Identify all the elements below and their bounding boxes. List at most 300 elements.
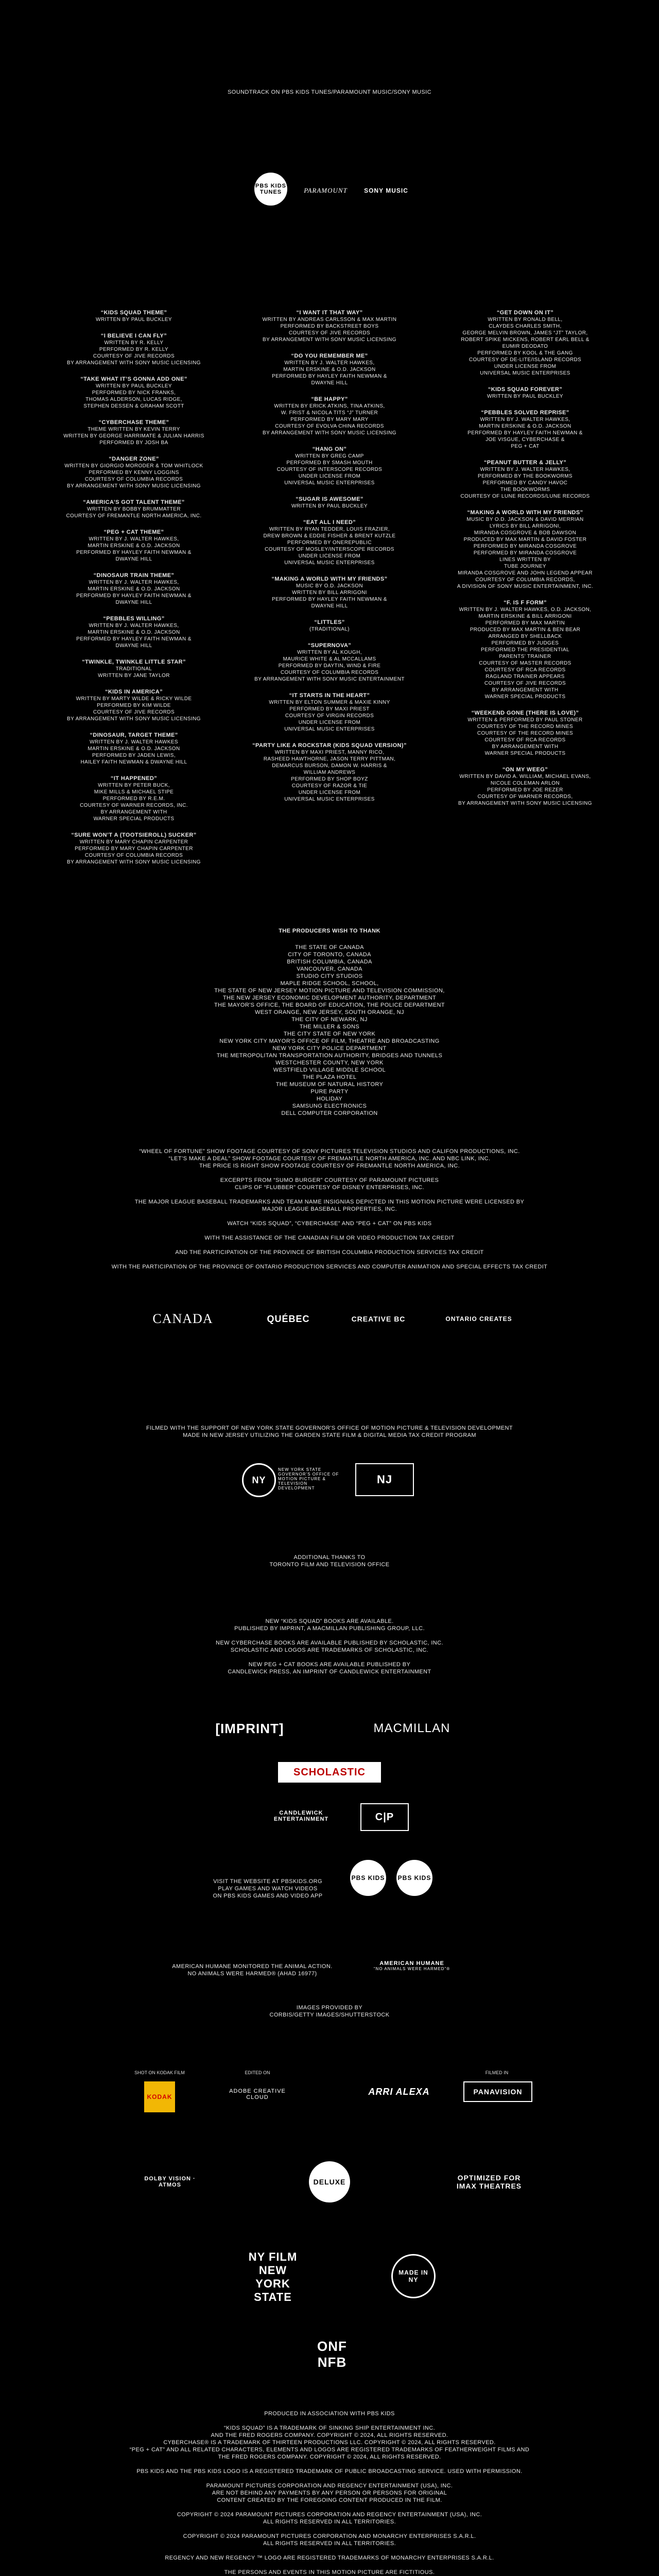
credit-line: WARNER SPECIAL PRODUCTS	[484, 694, 566, 700]
credit-line: WEST ORANGE, NEW JERSEY, SOUTH ORANGE, NJ	[255, 1009, 404, 1015]
credit-line: COURTESY OF RCA RECORDS	[484, 667, 566, 673]
credit-line: WRITTEN BY ANDREAS CARLSSON & MAX MARTIN	[262, 317, 397, 323]
credit-line: MARTIN ERSKINE & O.D. JACKSON	[88, 746, 180, 752]
credit-line: COPYRIGHT © 2024 PARAMOUNT PICTURES CORPORATION AND REGENCY ENTERTAINMENT (USA), INC.	[177, 2512, 482, 2518]
cp-logo-text: C|P	[375, 1811, 394, 1823]
credit-line: WRITTEN BY J. WALTER HAWKES,	[89, 580, 179, 585]
credit-line: MIRANDA COSGROVE AND JOHN LEGEND APPEAR	[458, 570, 593, 576]
credit-line: BY ARRANGEMENT WITH SONY MUSIC LICENSING	[458, 801, 592, 806]
sony-music-logo	[360, 178, 412, 204]
credit-line: PERFORMED BY MIRANDA COSGROVE	[473, 544, 577, 549]
credit-line: UNIVERSAL MUSIC ENTERPRISES	[284, 480, 375, 486]
paramount-logo	[301, 178, 350, 204]
credit-line: THOMAS ALDERSON, LUCAS RIDGE,	[85, 397, 182, 402]
credit-line: PERFORMED BY MARY CHAPIN CARPENTER	[75, 846, 193, 852]
song-credit	[252, 742, 407, 803]
credit-line: BY ARRANGEMENT WITH SONY MUSIC ENTERTAINMENT	[254, 676, 405, 682]
song-credit	[448, 386, 602, 400]
credit-line: CONTENT CREATED BY THE FOREGOING CONTENT PRODUCED IN THE FILM.	[217, 2497, 442, 2503]
credit-line: WRITTEN BY J. WALTER HAWKES,	[480, 467, 570, 472]
made-in-ny-logo	[391, 2254, 436, 2298]
credit-line: BY ARRANGEMENT WITH	[492, 744, 559, 750]
credit-line: DEMARCUS BURSON, DAMON W. HARRIS &	[272, 763, 387, 769]
credit-line: THE MAJOR LEAGUE BASEBALL TRADEMARKS AND TEAM NAME INSIGNIAS DEPICTED IN THIS MOTION PICTURE WERE LICENSED BY	[134, 1199, 525, 1205]
song-credit	[252, 496, 407, 510]
credit-line: COPYRIGHT © 2024 PARAMOUNT PICTURES CORPORATION AND MONARCHY ENTERPRISES S.A.R.L.	[183, 2533, 476, 2539]
song-credit	[252, 642, 407, 683]
credit-line: THE STATE OF NEW JERSEY MOTION PICTURE AND TELEVISION COMMISSION,	[214, 988, 445, 994]
songs-left-column	[57, 309, 211, 875]
credit-line: WRITTEN BY GREG CAMP	[295, 453, 364, 459]
credit-line: PERFORMED BY MIRANDA COSGROVE	[473, 550, 577, 556]
credit-line: COURTESY OF WARNER RECORDS,	[477, 794, 573, 800]
credit-line: CLIPS OF “FLUBBER” COURTESY OF DISNEY ENTERPRISES, INC.	[235, 1184, 424, 1191]
producers-thanks-list	[0, 944, 659, 1117]
credit-line: COURTESY OF JIVE RECORDS	[93, 353, 175, 359]
credit-line: COURTESY OF RAZOR & TIE	[291, 783, 368, 789]
credit-line: UNIVERSAL MUSIC ENTERPRISES	[284, 726, 375, 732]
arri-alexa-logo-text: ARRI ALEXA	[368, 2086, 430, 2097]
credit-line: MAPLE RIDGE SCHOOL, SCHOOL,	[280, 980, 379, 987]
credit-line: PERFORMED BY BACKSTREET BOYS	[280, 324, 379, 329]
credit-line: UNIVERSAL MUSIC ENTERPRISES	[284, 560, 375, 566]
credit-line: WRITTEN BY BILL ARRIGONI	[292, 590, 367, 596]
song-title: “CYBERCHASE THEME”	[98, 419, 169, 426]
song-title: “EAT ALL I NEED”	[303, 519, 356, 526]
credit-line: PARENTS’ TRAINER	[499, 654, 551, 659]
credit-line: MARTIN ERSKINE & BILL ARRIGONI	[478, 614, 572, 619]
quebec-logo	[257, 1298, 319, 1340]
credit-line: ARE NOT BEHIND ANY PAYMENTS BY ANY PERSON OR PERSONS FOR ORIGINAL	[212, 2490, 447, 2496]
credit-line: LYRICS BY BILL ARRIGONI,	[489, 523, 561, 529]
credit-line: TUBE JOURNEY	[504, 564, 547, 569]
song-credit	[448, 599, 602, 700]
panavision-logo	[463, 2081, 532, 2102]
credit-line: DELL COMPUTER CORPORATION	[281, 1110, 378, 1116]
credit-line: WRITTEN BY AL KOUGH,	[297, 650, 362, 655]
credit-line: UNDER LICENSE FROM	[494, 364, 557, 369]
song-credit	[448, 709, 602, 757]
ny-film-logo-text: NY FILM NEW YORK STATE	[248, 2250, 298, 2303]
credit-line: MUSIC BY O.D. JACKSON	[296, 583, 363, 589]
producers-thanks-heading: THE PRODUCERS WISH TO THANK	[279, 928, 380, 934]
credit-line: CORBIS/GETTY IMAGES/SHUTTERSTOCK	[269, 2012, 390, 2018]
credit-line: MADE IN NEW JERSEY UTILIZING THE GARDEN STATE FILM & DIGITAL MEDIA TAX CREDIT PROGRAM	[183, 1432, 476, 1438]
credit-line: COURTESY OF COLUMBIA RECORDS	[84, 853, 183, 858]
credit-line: PERFORMED BY CANDY HAVOC	[482, 480, 568, 486]
song-credit	[252, 575, 407, 609]
credit-line: PERFORMED BY R. KELLY	[99, 347, 169, 352]
onf-nfb-logo-text: ONF NFB	[317, 2338, 347, 2370]
imax-logo-text: OPTIMIZED FOR IMAX THEATRES	[456, 2174, 522, 2190]
song-title: “PEG + CAT THEME”	[103, 529, 164, 535]
credit-line: WRITTEN BY PAUL BUCKLEY	[96, 383, 172, 389]
song-title: “DANGER ZONE”	[109, 456, 159, 462]
credit-line: BY ARRANGEMENT WITH SONY MUSIC LICENSING	[67, 716, 201, 722]
creative-bc-logo	[350, 1298, 407, 1340]
credit-line: DREW BROWN & EDDIE FISHER & BRENT KUTZLE	[263, 533, 396, 539]
credit-line: WRITTEN BY J. WALTER HAWKES,	[89, 536, 179, 542]
song-credit	[57, 529, 211, 563]
credit-line: THE MUSEUM OF NATURAL HISTORY	[275, 1081, 384, 1088]
credit-line: HAILEY FAITH NEWMAN & DWAYNE HILL	[80, 759, 187, 765]
credit-line: IMAGES PROVIDED BY	[296, 2005, 363, 2011]
credit-line: WARNER SPECIAL PRODUCTS	[484, 751, 566, 756]
credit-line: AND THE PARTICIPATION OF THE PROVINCE OF BRITISH COLUMBIA PRODUCTION SERVICES TAX CREDIT	[175, 1249, 484, 1256]
american-humane-tagline: “NO ANIMALS WERE HARMED”®	[373, 1966, 450, 1971]
song-title: “DINOSAUR TRAIN THEME”	[93, 572, 175, 579]
song-credit	[252, 396, 407, 436]
song-title: “F. IS F FORM”	[504, 600, 547, 606]
song-title: “AMERICA’S GOT TALENT THEME”	[83, 499, 185, 505]
song-credit	[57, 832, 211, 866]
onf-nfb-logo	[304, 2329, 360, 2380]
song-title: “SUGAR IS AWESOME”	[296, 496, 363, 502]
canada-logo	[144, 1301, 221, 1337]
credit-line: SCHOLASTIC AND LOGOS ARE TRADEMARKS OF SCHOLASTIC, INC.	[230, 1647, 429, 1653]
credit-line: STUDIO CITY STUDIOS	[296, 973, 363, 979]
credit-line: THE PRICE IS RIGHT SHOW FOOTAGE COURTESY OF FREMANTLE NORTH AMERICA, INC.	[199, 1163, 460, 1169]
song-title: “WEEKEND GONE (THERE IS LOVE)”	[471, 710, 579, 716]
credit-line: MARTIN ERSKINE & O.D. JACKSON	[88, 630, 180, 635]
credit-line: WRITTEN BY RYAN TEDDER, LOUIS FRAZIER,	[269, 527, 390, 532]
credit-line: NEW CYBERCHASE BOOKS ARE AVAILABLE PUBLISHED BY SCHOLASTIC, INC.	[216, 1640, 443, 1646]
credit-line: SAMSUNG ELECTRONICS	[292, 1103, 367, 1109]
credit-line: LINES WRITTEN BY	[499, 557, 551, 563]
credit-line: BY ARRANGEMENT WITH SONY MUSIC LICENSING	[67, 483, 201, 489]
credit-line: UNDER LICENSE FROM	[298, 790, 361, 795]
song-credit	[252, 446, 407, 486]
song-title: “KIDS SQUAD THEME”	[100, 310, 167, 316]
credit-line: PERFORMED BY HAYLEY FAITH NEWMAN &	[272, 597, 387, 602]
pbs-kids-logo-2-text: PBS KIDS	[397, 1874, 431, 1882]
song-title: “KIDS IN AMERICA”	[105, 689, 163, 695]
credit-line: COURTESY OF RCA RECORDS	[484, 737, 566, 743]
credit-line: THE NEW JERSEY ECONOMIC DEVELOPMENT AUTHORITY, DEPARTMENT	[222, 995, 437, 1001]
credit-line: WARNER SPECIAL PRODUCTS	[93, 816, 175, 822]
humane-credits	[0, 1963, 582, 1977]
credit-line: PERFORMED BY SMASH MOUTH	[286, 460, 373, 466]
credit-line: WRITTEN BY GIORGIO MORODER & TOM WHITLOCK	[64, 463, 203, 469]
credit-line: WRITTEN BY JANE TAYLOR	[98, 673, 170, 679]
candlewick-logo-text: CANDLEWICK ENTERTAINMENT	[273, 1810, 329, 1822]
candlewick-logo	[257, 1803, 345, 1829]
song-title: “GET DOWN ON IT”	[496, 310, 554, 316]
credit-line: WRITTEN BY PAUL BUCKLEY	[96, 317, 172, 323]
songs-right-column	[448, 309, 602, 816]
credit-line: WRITTEN BY ELTON SUMMER & MAXIE KINNY	[269, 700, 390, 705]
song-credit	[57, 309, 211, 323]
credit-line: RASHEED HAWTHORNE, JASON TERRY PITTMAN,	[263, 756, 396, 762]
creative-bc-logo-text: CREATIVE BC	[351, 1315, 406, 1323]
credit-line: PERFORMED BY JOE REZER	[487, 787, 563, 793]
credit-line: BY ARRANGEMENT WITH SONY MUSIC LICENSING	[67, 360, 201, 366]
dolby-logo	[139, 2166, 201, 2197]
credit-line: STEPHEN DESSEN & GRAHAM SCOTT	[83, 403, 184, 409]
scholastic-logo	[278, 1762, 381, 1783]
credit-line: PERFORMED BY JUDGES	[491, 640, 559, 646]
song-credit	[57, 419, 211, 446]
credit-line: UNIVERSAL MUSIC ENTERPRISES	[480, 370, 570, 376]
credit-line: PERFORMED BY HAYLEY FAITH NEWMAN &	[272, 374, 387, 379]
credit-line: WATCH “KIDS SQUAD”, “CYBERCHASE” AND “PEG + CAT” ON PBS KIDS	[227, 1221, 432, 1227]
credit-line: MARTIN ERSKINE & O.D. JACKSON	[88, 543, 180, 549]
credit-line: THE CITY OF NEWARK, NJ	[291, 1016, 368, 1023]
credit-line: MAURICE WHITE & AL MCCALLAMS	[283, 656, 376, 662]
credit-line: BY ARRANGEMENT WITH	[492, 687, 559, 693]
credit-line: A DIVISION OF SONY MUSIC ENTERTAINMENT, INC.	[457, 584, 594, 589]
credit-line: COURTESY OF MASTER RECORDS	[479, 660, 571, 666]
credit-line: DWAYNE HILL	[115, 643, 152, 649]
credit-line: PERFORMED BY JADEN LEWIS,	[92, 753, 176, 758]
song-title: “TAKE WHAT IT’S GONNA ADD ONE”	[80, 376, 187, 382]
credit-line: MIKE MILLS & MICHAEL STIPE	[94, 789, 174, 795]
credit-line: COURTESY OF MOSLEY/INTERSCOPE RECORDS	[265, 547, 394, 552]
credit-line: WRITTEN BY PAUL BUCKLEY	[487, 394, 563, 399]
credit-line: PERFORMED BY THE BOOKWORMS	[478, 473, 573, 479]
credit-line: VANCOUVER, CANADA	[297, 966, 362, 972]
nj-logo-text: NJ	[376, 1473, 393, 1486]
credit-line: WRITTEN BY MARY CHAPIN CARPENTER	[79, 839, 188, 845]
credit-line: FILMED WITH THE SUPPORT OF NEW YORK STATE GOVERNOR'S OFFICE OF MOTION PICTURE & TELEVISION DEVELOPMENT	[146, 1425, 513, 1431]
macmillan-logo-text: MACMILLAN	[373, 1721, 450, 1735]
credit-line: ALL RIGHTS RESERVED IN ALL TERRITORIES.	[263, 2540, 396, 2547]
scholastic-logo-text: SCHOLASTIC	[293, 1766, 366, 1778]
kodak-caption: SHOT ON KODAK FILM	[134, 2070, 185, 2075]
credit-line: COURTESY OF FREMANTLE NORTH AMERICA, INC.	[66, 513, 202, 519]
credit-line: WRITTEN BY MARTY WILDE & RICKY WILDE	[76, 696, 192, 702]
credit-line: MAJOR LEAGUE BASEBALL PROPERTIES, INC.	[262, 1206, 397, 1212]
credit-line: COURTESY OF EVOLVA CHINA RECORDS	[275, 423, 384, 429]
credit-line: NEW YORK CITY POLICE DEPARTMENT	[272, 1045, 387, 1052]
credit-line: WRITTEN BY J. WALTER HAWKES, O.D. JACKSON,	[459, 607, 592, 613]
credit-line: PARAMOUNT PICTURES CORPORATION AND REGENCY ENTERTAINMENT (USA), INC.	[206, 2483, 453, 2489]
song-title: “IT HAPPENED”	[110, 775, 158, 782]
song-credit	[57, 615, 211, 649]
song-title: “HANG ON”	[312, 446, 347, 452]
credit-line: PERFORMED BY HAYLEY FAITH NEWMAN &	[467, 430, 583, 436]
images-credit	[0, 2004, 659, 2019]
song-title: “MAKING A WORLD WITH MY FRIENDS”	[467, 510, 583, 516]
credit-line: BY ARRANGEMENT WITH SONY MUSIC LICENSING	[263, 337, 396, 343]
song-credit	[252, 619, 407, 633]
ontario-creates-logo-text: ONTARIO CREATES	[445, 1315, 512, 1323]
credit-line: COURTESY OF WARNER RECORDS, INC.	[80, 803, 188, 808]
song-title: “LITTLES”	[314, 619, 345, 625]
credit-line: REGENCY AND NEW REGENCY ™ LOGO ARE REGISTERED TRADEMARKS OF MONARCHY ENTERPRISES S.A.R.L.	[165, 2555, 494, 2561]
credit-line: TORONTO FILM AND TELEVISION OFFICE	[269, 1562, 390, 1568]
song-credit	[57, 499, 211, 519]
imprint-logo	[206, 1716, 293, 1741]
song-credit	[57, 332, 211, 366]
dolby-logo-text: DOLBY VISION · ATMOS	[144, 2176, 196, 2188]
ny-nj-credits	[0, 1425, 659, 1439]
arri-alexa-logo	[360, 2079, 438, 2105]
credit-line: MARTIN ERSKINE & O.D. JACKSON	[283, 367, 376, 372]
song-title: “PARTY LIKE A ROCKSTAR (KIDS SQUAD VERSION)”	[252, 742, 407, 749]
credit-line: NEW “KIDS SQUAD” BOOKS ARE AVAILABLE.	[265, 1618, 394, 1624]
pbs-kids-logo-1-text: PBS KIDS	[351, 1874, 385, 1882]
credit-line: WRITTEN BY J. WALTER HAWKES,	[89, 623, 179, 629]
credit-line: CYBERCHASE® IS A TRADEMARK OF THIRTEEN PRODUCTIONS LLC. COPYRIGHT © 2024, ALL RIGHTS RESERVED.	[163, 2439, 496, 2446]
additional-thanks	[0, 1554, 659, 1568]
american-humane-logo-text: AMERICAN HUMANE	[379, 1960, 444, 1967]
deluxe-logo	[309, 2161, 350, 2202]
credit-line: NEW YORK CITY MAYOR'S OFFICE OF FILM, THEATRE AND BROADCASTING	[219, 1038, 440, 1044]
credit-line: COURTESY OF JIVE RECORDS	[288, 330, 371, 336]
pbs-kids-logo-1	[350, 1860, 386, 1896]
credit-line: WRITTEN BY BOBBY BRUMMATTER	[87, 506, 181, 512]
credit-line: PRODUCED IN ASSOCIATION WITH PBS KIDS	[264, 2411, 395, 2417]
credit-line: THE PLAZA HOTEL	[302, 1074, 357, 1080]
credit-line: WRITTEN BY RONALD BELL,	[488, 317, 563, 323]
canada-logo-text: CANADA	[152, 1311, 213, 1326]
credit-line: WESTFIELD VILLAGE MIDDLE SCHOOL	[273, 1067, 386, 1073]
credit-line: BY ARRANGEMENT WITH SONY MUSIC LICENSING	[263, 430, 396, 436]
credit-line: WITH THE ASSISTANCE OF THE CANADIAN FILM OR VIDEO PRODUCTION TAX CREDIT	[204, 1235, 455, 1241]
credit-line: UNIVERSAL MUSIC ENTERPRISES	[284, 796, 375, 802]
credit-line: CANDLEWICK PRESS, AN IMPRINT OF CANDLEWICK ENTERTAINMENT	[228, 1669, 431, 1675]
credit-line: WITH THE PARTICIPATION OF THE PROVINCE OF ONTARIO PRODUCTION SERVICES AND COMPUTER ANIMATION AND SPECIAL EFFECTS TAX CREDIT	[111, 1264, 548, 1270]
credit-line: COURTESY OF LUNE RECORDS/LUNE RECORDS	[460, 494, 590, 499]
deluxe-logo-text: DELUXE	[313, 2178, 346, 2186]
credit-line: NEW PEG + CAT BOOKS ARE AVAILABLE PUBLISHED BY	[248, 1662, 411, 1668]
song-title: “DO YOU REMEMBER ME”	[291, 353, 368, 359]
song-credit	[448, 309, 602, 377]
song-credit	[252, 692, 407, 733]
credit-line: WRITTEN BY PAUL BUCKLEY	[291, 503, 368, 509]
credit-line: MARTIN ERSKINE & O.D. JACKSON	[88, 586, 180, 592]
song-credit	[57, 658, 211, 679]
credit-line: CITY OF TORONTO, CANADA	[288, 952, 371, 958]
credit-line: PUBLISHED BY IMPRINT, A MACMILLAN PUBLISHING GROUP, LLC.	[234, 1625, 425, 1632]
credit-line: MIRANDA COSGROVE & BOB DAWSON	[474, 530, 577, 536]
credit-line: THEME WRITTEN BY KEVIN TERRY	[88, 427, 180, 432]
ny-governors-office-logo	[278, 1463, 340, 1494]
credit-line: THE MILLER & SONS	[299, 1024, 360, 1030]
song-credit	[57, 775, 211, 822]
credit-line: UNDER LICENSE FROM	[298, 553, 361, 559]
song-title: “DINOSAUR, TARGET THEME”	[90, 732, 178, 738]
made-in-ny-logo-text: MADE IN NY	[398, 2269, 428, 2283]
credit-line: PLAY GAMES AND WATCH VIDEOS	[218, 1886, 318, 1892]
credit-line: WRITTEN BY ERICK ATKINS, TINA ATKINS,	[274, 403, 385, 409]
credit-line: DWAYNE HILL	[311, 603, 348, 609]
credit-line: THE MAYOR'S OFFICE, THE BOARD OF EDUCATION, THE POLICE DEPARTMENT	[214, 1002, 445, 1008]
song-title: “IT STARTS IN THE HEART”	[289, 692, 370, 699]
song-title: “SUPERNOVA”	[307, 642, 352, 649]
credit-line: PERFORMED BY MAX MARTIN	[485, 620, 565, 626]
credit-line: COURTESY OF DE-LITE/ISLAND RECORDS	[469, 357, 582, 363]
song-title: “PEBBLES SOLVED REPRISE”	[481, 410, 569, 416]
song-credit	[57, 732, 211, 766]
song-credit	[448, 459, 602, 500]
panavision-caption: FILMED IN	[485, 2070, 509, 2075]
credit-line: DWAYNE HILL	[311, 380, 348, 386]
credit-line: PERFORMED BY KOOL & THE GANG	[477, 350, 573, 356]
ny-state-logo	[242, 1463, 276, 1497]
credit-line: “LET’S MAKE A DEAL” SHOW FOOTAGE COURTESY OF FREMANTLE NORTH AMERICA, INC. AND NBC LINK, INC.	[168, 1156, 491, 1162]
credit-line: WESTCHESTER COUNTY, NEW YORK	[275, 1060, 384, 1066]
credit-line: “PEG + CAT” AND ALL RELATED CHARACTERS, ELEMENTS AND LOGOS ARE REGISTERED TRADEMARKS OF FEATHERWEIGHT FILMS AND	[129, 2447, 530, 2453]
nj-logo	[355, 1463, 414, 1496]
credit-line: COURTESY OF VIRGIN RECORDS	[285, 713, 374, 719]
quebec-logo-text: QUÉBEC	[267, 1313, 310, 1324]
credit-line: WRITTEN BY PETER BUCK,	[98, 783, 170, 788]
credit-line: THE FRED ROGERS COMPANY. COPYRIGHT © 2024, ALL RIGHTS RESERVED.	[218, 2454, 441, 2460]
song-title: “I WANT IT THAT WAY”	[296, 310, 363, 316]
credit-line: PERFORMED BY HAYLEY FAITH NEWMAN &	[76, 550, 192, 555]
credit-line: “WHEEL OF FORTUNE” SHOW FOOTAGE COURTESY OF SONY PICTURES TELEVISION STUDIOS AND CALIFON PRODUCTIONS, INC.	[139, 1148, 520, 1155]
adobe-caption: EDITED ON	[245, 2070, 270, 2075]
credit-line: COURTESY OF COLUMBIA RECORDS	[280, 670, 379, 675]
song-credit	[252, 352, 407, 386]
credit-line: COURTESY OF JIVE RECORDS	[93, 709, 175, 715]
credit-line: PERFORMED BY KIM WILDE	[97, 703, 171, 708]
credit-line: PERFORMED BY SHOP BOYZ	[291, 776, 368, 782]
pbs-kids-tunes-logo	[254, 173, 287, 206]
song-credit	[448, 509, 602, 590]
credit-line: NICOLE COLEMAN ARLON	[490, 781, 560, 786]
song-credit	[57, 376, 211, 410]
credit-line: THE PERSONS AND EVENTS IN THIS MOTION PICTURE ARE FICTITIOUS.	[224, 2569, 435, 2575]
credit-line: WRITTEN BY R. KELLY	[104, 340, 164, 346]
credit-line: PBS KIDS AND THE PBS KIDS LOGO IS A REGISTERED TRADEMARK OF PUBLIC BROADCASTING SERVICE. USED WITH PERMISSION.	[136, 2468, 523, 2475]
credit-line: WRITTEN BY MAXI PRIEST, MANNY RICO,	[274, 750, 385, 755]
credit-line: ADDITIONAL THANKS TO	[293, 1554, 366, 1561]
cp-logo	[360, 1803, 409, 1831]
credit-line: WRITTEN BY J. WALTER HAWKES	[90, 739, 178, 745]
credit-line: HOLIDAY	[316, 1096, 343, 1102]
credit-line: JOE VISGUE, CYBERCHASE &	[485, 437, 565, 443]
credit-line: PERFORMED BY ONEREPUBLIC	[287, 540, 372, 546]
song-title: “PEBBLES WILLING”	[103, 616, 165, 622]
credit-line: EUMIR DEODATO	[502, 344, 548, 349]
imax-logo	[453, 2164, 525, 2200]
adobe-logo	[221, 2081, 293, 2107]
credit-line: CLAYDES CHARLES SMITH,	[489, 324, 562, 329]
credit-line: EXCERPTS FROM “SUMO BURGER” COURTESY OF PARAMOUNT PICTURES	[220, 1177, 439, 1183]
credit-line: “KIDS SQUAD” IS A TRADEMARK OF SINKING SHIP ENTERTAINMENT INC.	[223, 2425, 436, 2431]
credit-line: AND THE FRED ROGERS COMPANY. COPYRIGHT © 2024, ALL RIGHTS RESERVED.	[211, 2432, 448, 2438]
credit-line: THE STATE OF CANADA	[295, 944, 364, 951]
soundtrack-header: SOUNDTRACK ON PBS KIDS TUNES/PARAMOUNT MUSIC/SONY MUSIC	[228, 89, 431, 95]
ny-state-logo-text: NY	[252, 1475, 266, 1485]
songs-middle-column	[252, 309, 407, 812]
credit-line: COURTESY OF THE RECORD MINES	[477, 731, 574, 736]
imprint-logo-text: [IMPRINT]	[215, 1720, 284, 1736]
pbs-kids-logo-2	[396, 1860, 432, 1896]
song-credit	[57, 688, 211, 722]
credit-line: RAGLAND TRAINER APPEARS	[485, 674, 565, 680]
credit-line: NO ANIMALS WERE HARMED® (AHAD 16977)	[187, 1971, 317, 1977]
sony-music-logo-text: SONY MUSIC	[364, 187, 408, 194]
song-credit	[57, 572, 211, 606]
credit-line: BRITISH COLUMBIA, CANADA	[287, 959, 372, 965]
credit-line: W. FRIST & NICOLA TITS “J” TURNER	[281, 410, 378, 416]
credit-line: MARTIN ERSKINE & O.D. JACKSON	[479, 423, 571, 429]
song-title: “SURE WON’T A (TOOTSIEROLL) SUCKER”	[71, 832, 197, 838]
credit-line: PERFORMED BY NICK FRANKS,	[92, 390, 176, 396]
credit-line: WRITTEN BY DAVID A. WILLIAM, MICHAEL EVANS,	[459, 774, 591, 779]
credit-line: PERFORMED BY MARY MARY	[290, 417, 369, 422]
song-title: “MAKING A WORLD WITH MY FRIENDS”	[271, 576, 388, 582]
credit-line: COURTESY OF COLUMBIA RECORDS,	[475, 577, 575, 583]
kodak-logo-text: KODAK	[147, 2093, 172, 2100]
credit-line: ON PBS KIDS GAMES AND VIDEO APP	[213, 1893, 323, 1899]
book-credits	[0, 1618, 659, 1675]
credit-line: PRODUCED BY MAX MARTIN & DAVID FOSTER	[463, 537, 587, 543]
